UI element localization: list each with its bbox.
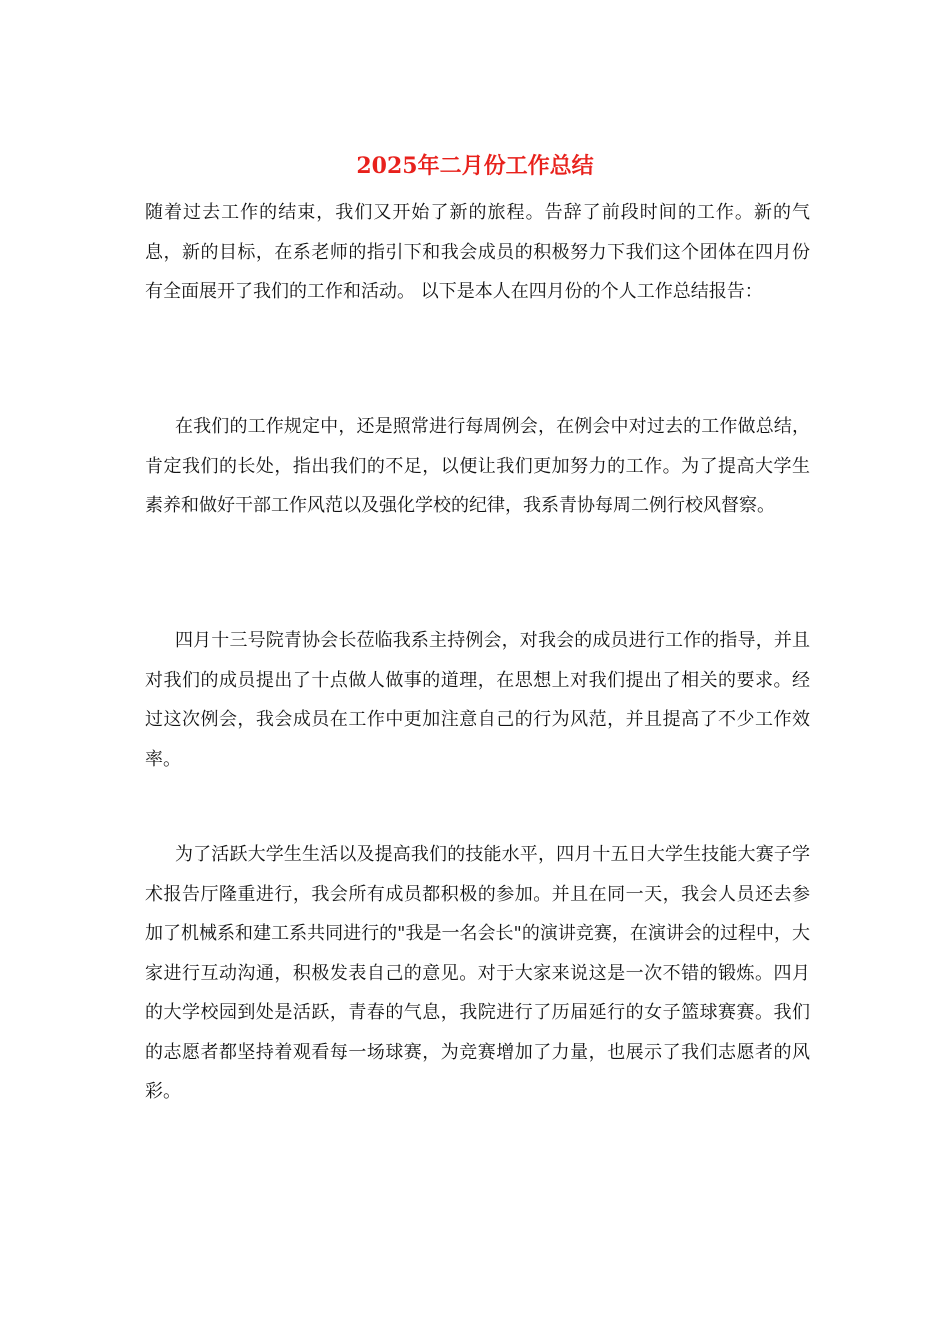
paragraph-weekly-meeting: 在我们的工作规定中，还是照常进行每周例会，在例会中对过去的工作做总结，肯定我们的长处，指出我们的不足，以便让我们更加努力的工作。为了提高大学生素养和做好干部工作风范以及强化学校的纪律，我系青协每周二例行校风督察。 xyxy=(145,416,810,516)
document-title: 2025年二月份工作总结 xyxy=(356,153,594,179)
paragraph-activities: 为了活跃大学生生活以及提高我们的技能水平，四月十五日大学生技能大赛子学术报告厅隆重进行，我会所有成员都积极的参加。并且在同一天，我会人员还去参加了机械系和建工系共同进行的"我是一名会长"的演讲竞赛，在演讲会的过程中，大家进行互动沟通，积极发表自己的意见。对于大家来说这是一次不错的锻炼。四月的大学校园到处是活跃，青春的气息，我院进行了历届延行的女子篮球赛赛。我们的志愿者都坚持着观看每一场球赛，为竞赛增加了力量，也展示了我们志愿者的风彩。 xyxy=(145,844,810,1102)
paragraph-president-visit: 四月十三号院青协会长莅临我系主持例会，对我会的成员进行工作的指导，并且对我们的成员提出了十点做人做事的道理，在思想上对我们提出了相关的要求。经过这次例会，我会成员在工作中更加注意自己的行为风范，并且提高了不少工作效率。 xyxy=(145,630,810,770)
paragraph-intro: 随着过去工作的结束，我们又开始了新的旅程。告辞了前段时间的工作。新的气息，新的目标，在系老师的指引下和我会成员的积极努力下我们这个团体在四月份有全面展开了我们的工作和活动。 以下是本人在四月份的个人工作总结报告： xyxy=(145,202,810,302)
